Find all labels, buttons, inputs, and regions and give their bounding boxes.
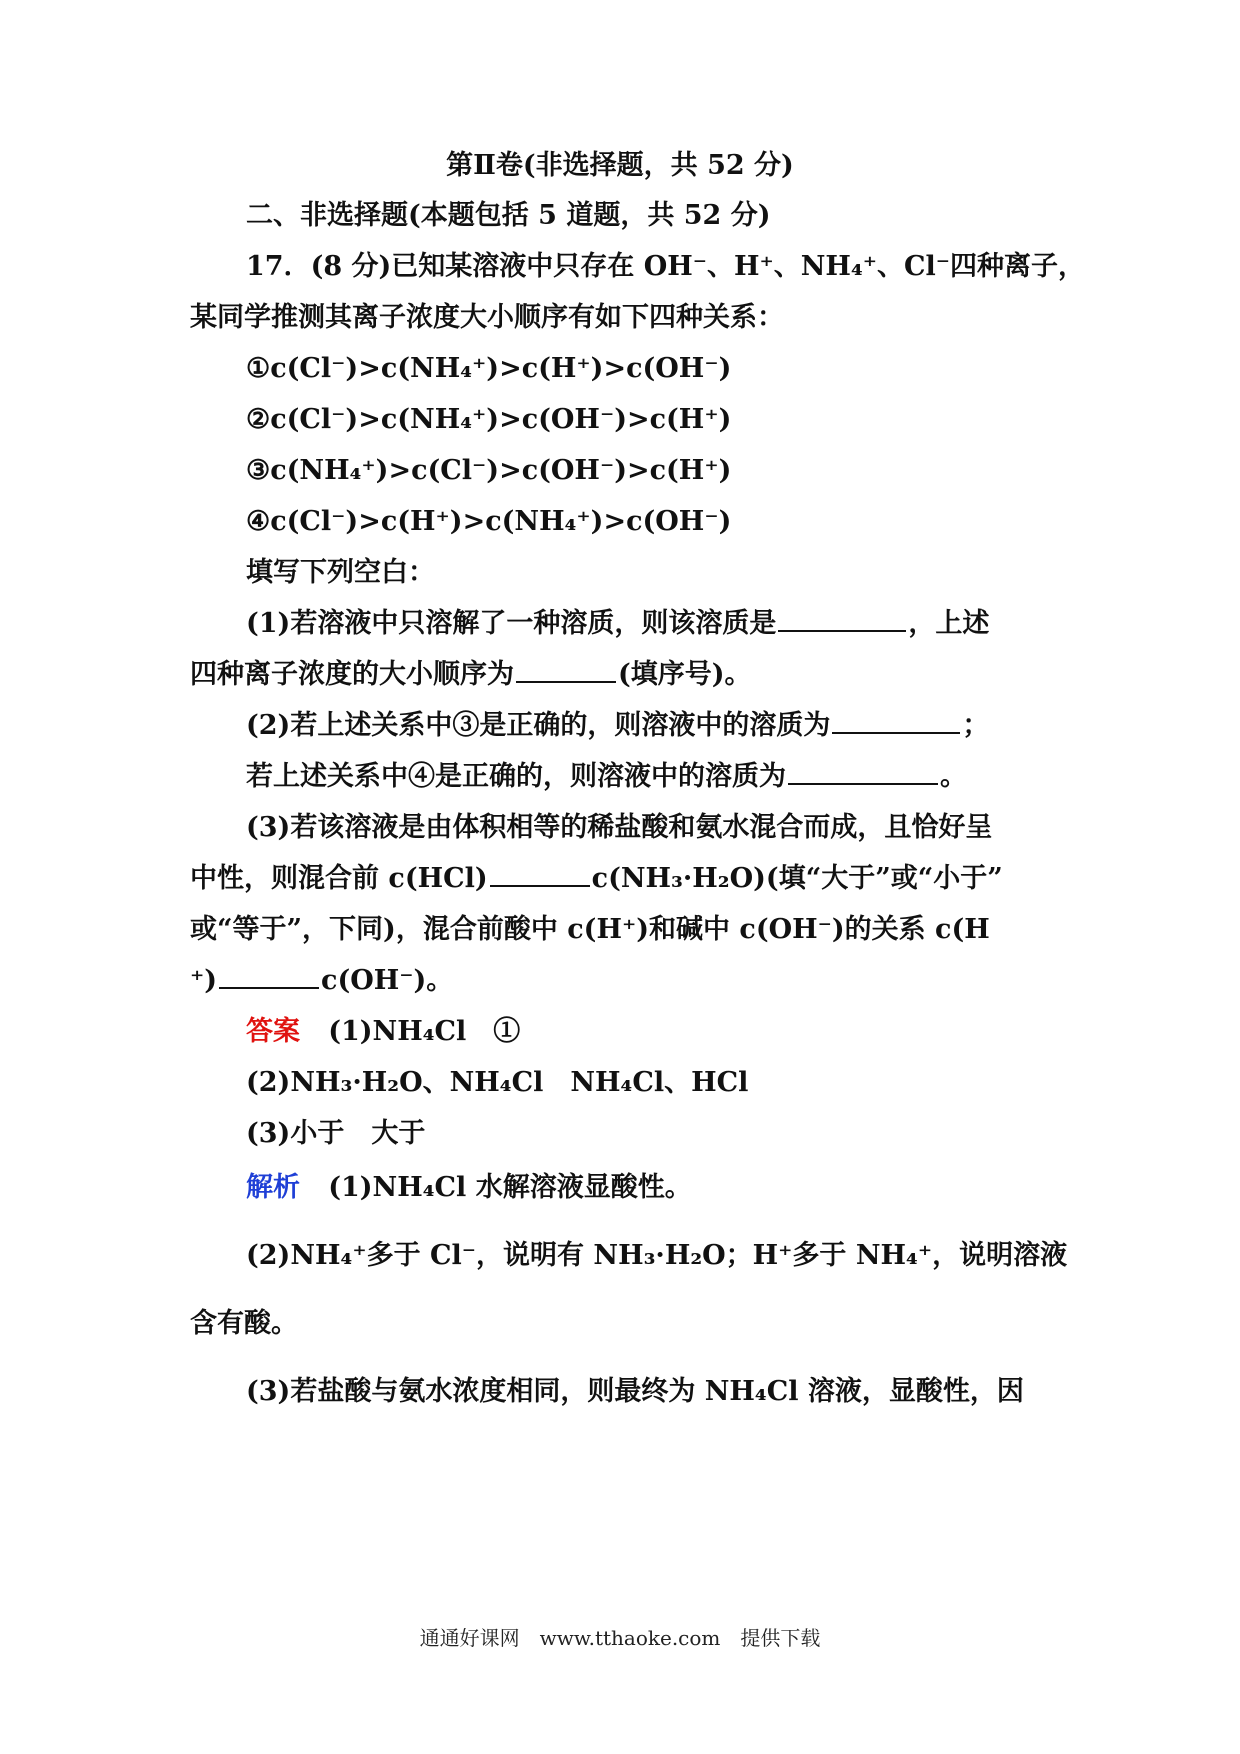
part-3-text-e: ⁺) [190, 965, 218, 996]
part-1-text-a: (1)若溶液中只溶解了一种溶质，则该溶质是 [246, 608, 777, 639]
analysis-line-1 [246, 1164, 1070, 1212]
relation-3: ③c(NH₄⁺)>c(Cl⁻)>c(OH⁻)>c(H⁺) [246, 455, 732, 486]
relation-4: ④c(Cl⁻)>c(H⁺)>c(NH₄⁺)>c(OH⁻) [246, 506, 732, 537]
part-2-text-d: 。 [940, 761, 967, 792]
part-2-text-b: ； [962, 710, 990, 741]
question-17-line-2: 某同学推测其离子浓度大小顺序有如下四种关系： [190, 302, 784, 333]
part-1-text-b: ，上述 [908, 608, 990, 639]
footer-watermark: 通通好课网 www.tthaoke.com 提供下载 [419, 1626, 821, 1650]
part-2-text-a: (2)若上述关系中③是正确的，则溶液中的溶质为 [246, 710, 831, 741]
part-2-text-c: 若上述关系中④是正确的，则溶液中的溶质为 [246, 761, 786, 792]
analysis-line-4: (3)若盐酸与氨水浓度相同，则最终为 NH₄Cl 溶液，显酸性，因 [246, 1376, 1024, 1407]
part-1-text-c: 四种离子浓度的大小顺序为 [190, 659, 514, 690]
analysis-text-1: (1)NH₄Cl 水解溶液显酸性。 [328, 1172, 692, 1203]
answer-blank-4[interactable] [788, 756, 938, 785]
relation-1: ①c(Cl⁻)>c(NH₄⁺)>c(H⁺)>c(OH⁻) [246, 353, 732, 384]
analysis-line-2: (2)NH₄⁺多于 Cl⁻，说明有 NH₃·H₂O；H⁺多于 NH₄⁺，说明溶液 [246, 1240, 1068, 1271]
section-title: 第Ⅱ卷(非选择题，共 52 分) [446, 150, 794, 181]
answer-text-1: (1)NH₄Cl ① [328, 1016, 521, 1047]
answer-blank-2[interactable] [516, 654, 616, 683]
answer-blank-1[interactable] [778, 603, 906, 632]
analysis-label: 解析 [246, 1172, 300, 1203]
answer-blank-3[interactable] [832, 705, 960, 734]
part-3-line-2 [190, 855, 1070, 903]
part-1-line-1 [246, 600, 1070, 648]
part-1-line-2 [190, 651, 1070, 699]
part-1-text-d: (填序号)。 [618, 659, 752, 690]
answer-line-1 [246, 1008, 1070, 1056]
answer-blank-6[interactable] [219, 960, 319, 989]
part-3-line-1: (3)若该溶液是由体积相等的稀盐酸和氨水混合而成，且恰好呈 [246, 812, 993, 843]
answer-blank-5[interactable] [490, 858, 590, 887]
part-2-line-2 [246, 753, 1070, 801]
part-3-line-3: 或“等于”，下同)，混合前酸中 c(H⁺)和碱中 c(OH⁻)的关系 c(H [190, 914, 990, 945]
part-3-text-c: c(NH₃·H₂O)(填“大于”或“小于” [591, 863, 1003, 894]
relation-2: ②c(Cl⁻)>c(NH₄⁺)>c(OH⁻)>c(H⁺) [246, 404, 732, 435]
instruction: 填写下列空白： [246, 557, 435, 588]
part-heading: 二、非选择题(本题包括 5 道题，共 52 分) [246, 200, 771, 231]
part-3-text-b: 中性，则混合前 c(HCl) [190, 863, 488, 894]
part-3-line-4 [190, 957, 1070, 1005]
answer-line-2: (2)NH₃·H₂O、NH₄Cl NH₄Cl、HCl [246, 1067, 749, 1098]
question-17-line-1: 17．(8 分)已知某溶液中只存在 OH⁻、H⁺、NH₄⁺、Cl⁻四种离子， [246, 251, 1086, 282]
answer-line-3: (3)小于 大于 [246, 1118, 426, 1149]
analysis-line-3: 含有酸。 [190, 1308, 298, 1339]
answer-label: 答案 [246, 1016, 300, 1047]
part-2-line-1 [246, 702, 1070, 750]
part-3-text-f: c(OH⁻)。 [321, 965, 454, 996]
